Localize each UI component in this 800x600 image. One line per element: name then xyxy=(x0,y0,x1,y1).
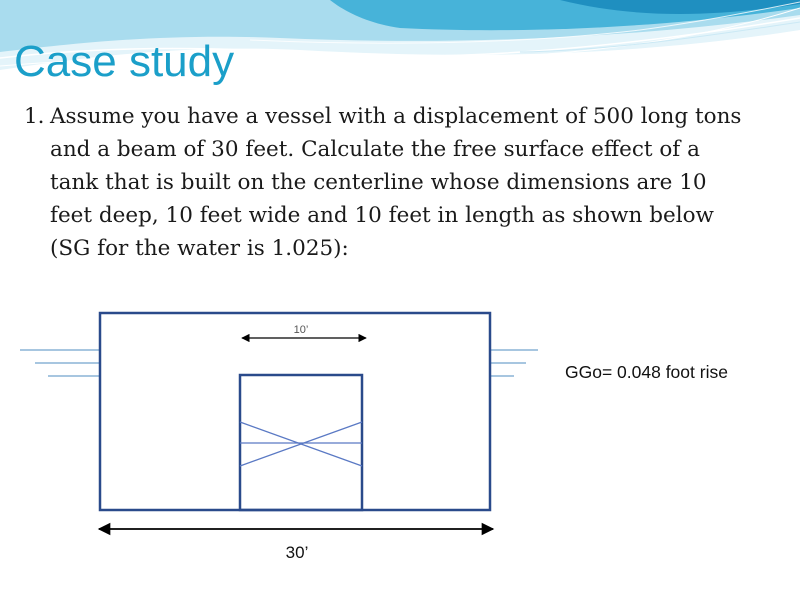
beam-label: 30’ xyxy=(285,543,309,562)
waterline-left xyxy=(20,350,100,376)
vessel-hull xyxy=(100,313,490,510)
problem-text: Assume you have a vessel with a displacement of 500 long tons and a beam of 30 feet. Calculate the free surface effect of a tank that is built on the centerline whose dimensions are 10 feet deep, 10 feet wide and 10 feet in length as shown below (SG for the water is 1.025): xyxy=(50,104,742,261)
waterline-right xyxy=(490,350,538,376)
problem-statement xyxy=(24,100,744,265)
tank-width-label: 10’ xyxy=(293,324,309,336)
vessel-cross-section-diagram xyxy=(0,300,800,600)
free-surface-result-label: GGo= 0.048 foot rise xyxy=(565,362,728,382)
slide-title: Case study xyxy=(14,37,235,86)
problem-number: 1. xyxy=(24,104,45,129)
